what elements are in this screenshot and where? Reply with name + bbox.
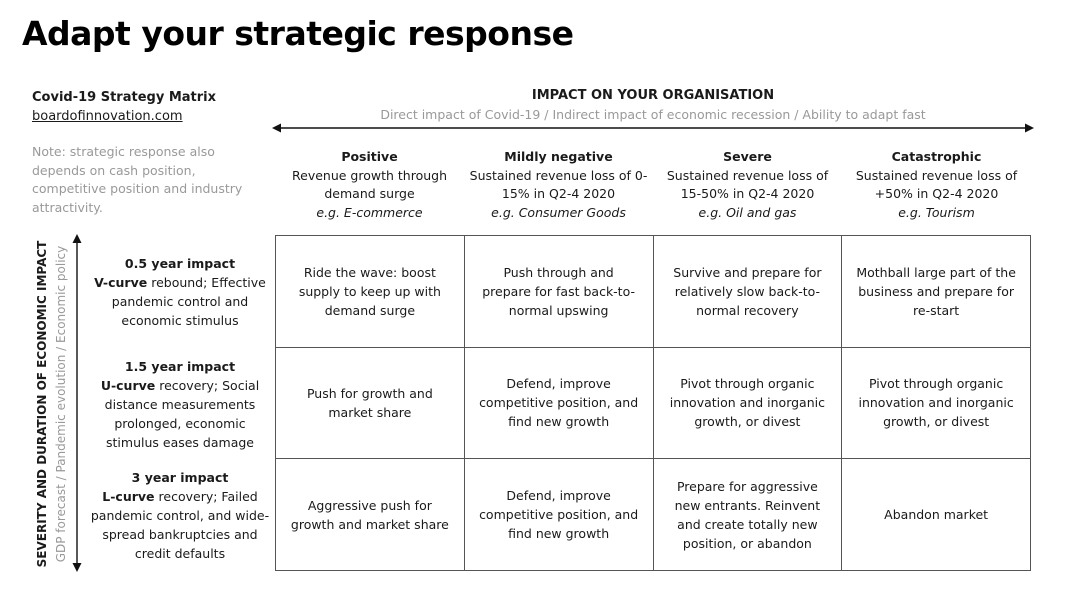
row-curve-desc: recovery; Social distance measurements prolonged, economic stimulus eases damage [104,378,260,450]
matrix-cell: Pivot through organic innovation and inorganic growth, or divest [654,348,843,460]
column-title: Positive [341,149,398,164]
row-description [90,376,270,452]
page-title: Adapt your strategic response [22,14,574,53]
row-description [90,487,270,563]
vertical-double-arrow-icon [70,234,84,572]
impact-axis-heading: IMPACT ON YOUR ORGANISATION [531,88,775,103]
row-header-0-5-year [90,254,270,330]
column-description: Sustained revenue loss of 0-15% in Q2-4 2020 [469,167,648,201]
matrix-cell: Push through and prepare for fast back-to-normal upswing [465,236,654,348]
column-title: Catastrophic [891,149,982,164]
matrix-cell: Abandon market [842,459,1031,571]
row-curve-desc: rebound; Effective pandemic control and economic stimulus [111,275,266,328]
severity-axis-heading: SEVERITY AND DURATION OF ECONOMIC IMPACT [35,240,49,567]
column-header-positive [277,148,462,222]
matrix-cell: Mothball large part of the business and prepare for re-start [842,236,1031,348]
row-curve: V-curve [94,275,148,290]
column-example: e.g. Tourism [898,204,975,220]
row-curve: L-curve [102,489,155,504]
column-description: Sustained revenue loss of 15-50% in Q2-4 2020 [666,167,829,201]
strategy-matrix-grid [275,235,1031,571]
row-curve-desc: recovery; Failed pandemic control, and wide-spread bankruptcies and credit defaults [90,489,270,561]
impact-axis-subheading: Direct impact of Covid-19 / Indirect impact of economic recession / Ability to adapt fast [380,107,926,122]
matrix-cell: Defend, improve competitive position, and find new growth [465,348,654,460]
row-title: 1.5 year impact [124,359,236,374]
row-title: 3 year impact [131,470,229,485]
column-header-mildly-negative [466,148,651,222]
column-description: Sustained revenue loss of +50% in Q2-4 2020 [855,167,1018,201]
brand-link[interactable]: boardofinnovation.com [32,109,183,124]
matrix-cell: Push for growth and market share [276,348,465,460]
severity-axis-subheading: GDP forecast / Pandemic evolution / Economic policy [54,245,68,562]
matrix-cell: Ride the wave: boost supply to keep up with demand surge [276,236,465,348]
column-example: e.g. Oil and gas [698,204,797,220]
matrix-cell: Defend, improve competitive position, and find new growth [465,459,654,571]
row-title: 0.5 year impact [124,256,236,271]
strategic-note: Note: strategic response also depends on cash position, competitive position and industry attractivity. [32,144,243,215]
severity-axis-label [30,236,74,571]
matrix-cell: Prepare for aggressive new entrants. Reinvent and create totally new position, or abandon [654,459,843,571]
matrix-cell: Aggressive push for growth and market share [276,459,465,571]
horizontal-double-arrow-icon [272,121,1034,135]
column-description: Revenue growth through demand surge [292,167,447,201]
column-header-severe [655,148,840,222]
column-title: Mildly negative [504,149,613,164]
column-example: e.g. E-commerce [316,204,423,220]
row-curve: U-curve [100,378,156,393]
matrix-cell: Survive and prepare for relatively slow back-to-normal recovery [654,236,843,348]
row-description [90,273,270,330]
column-title: Severe [723,149,772,164]
row-header-3-year [90,468,270,563]
matrix-cell: Pivot through organic innovation and inorganic growth, or divest [842,348,1031,460]
column-header-catastrophic [844,148,1029,222]
brand-block [32,88,216,126]
row-header-1-5-year [90,357,270,452]
column-example: e.g. Consumer Goods [491,204,626,220]
matrix-name: Covid-19 Strategy Matrix [32,90,216,105]
